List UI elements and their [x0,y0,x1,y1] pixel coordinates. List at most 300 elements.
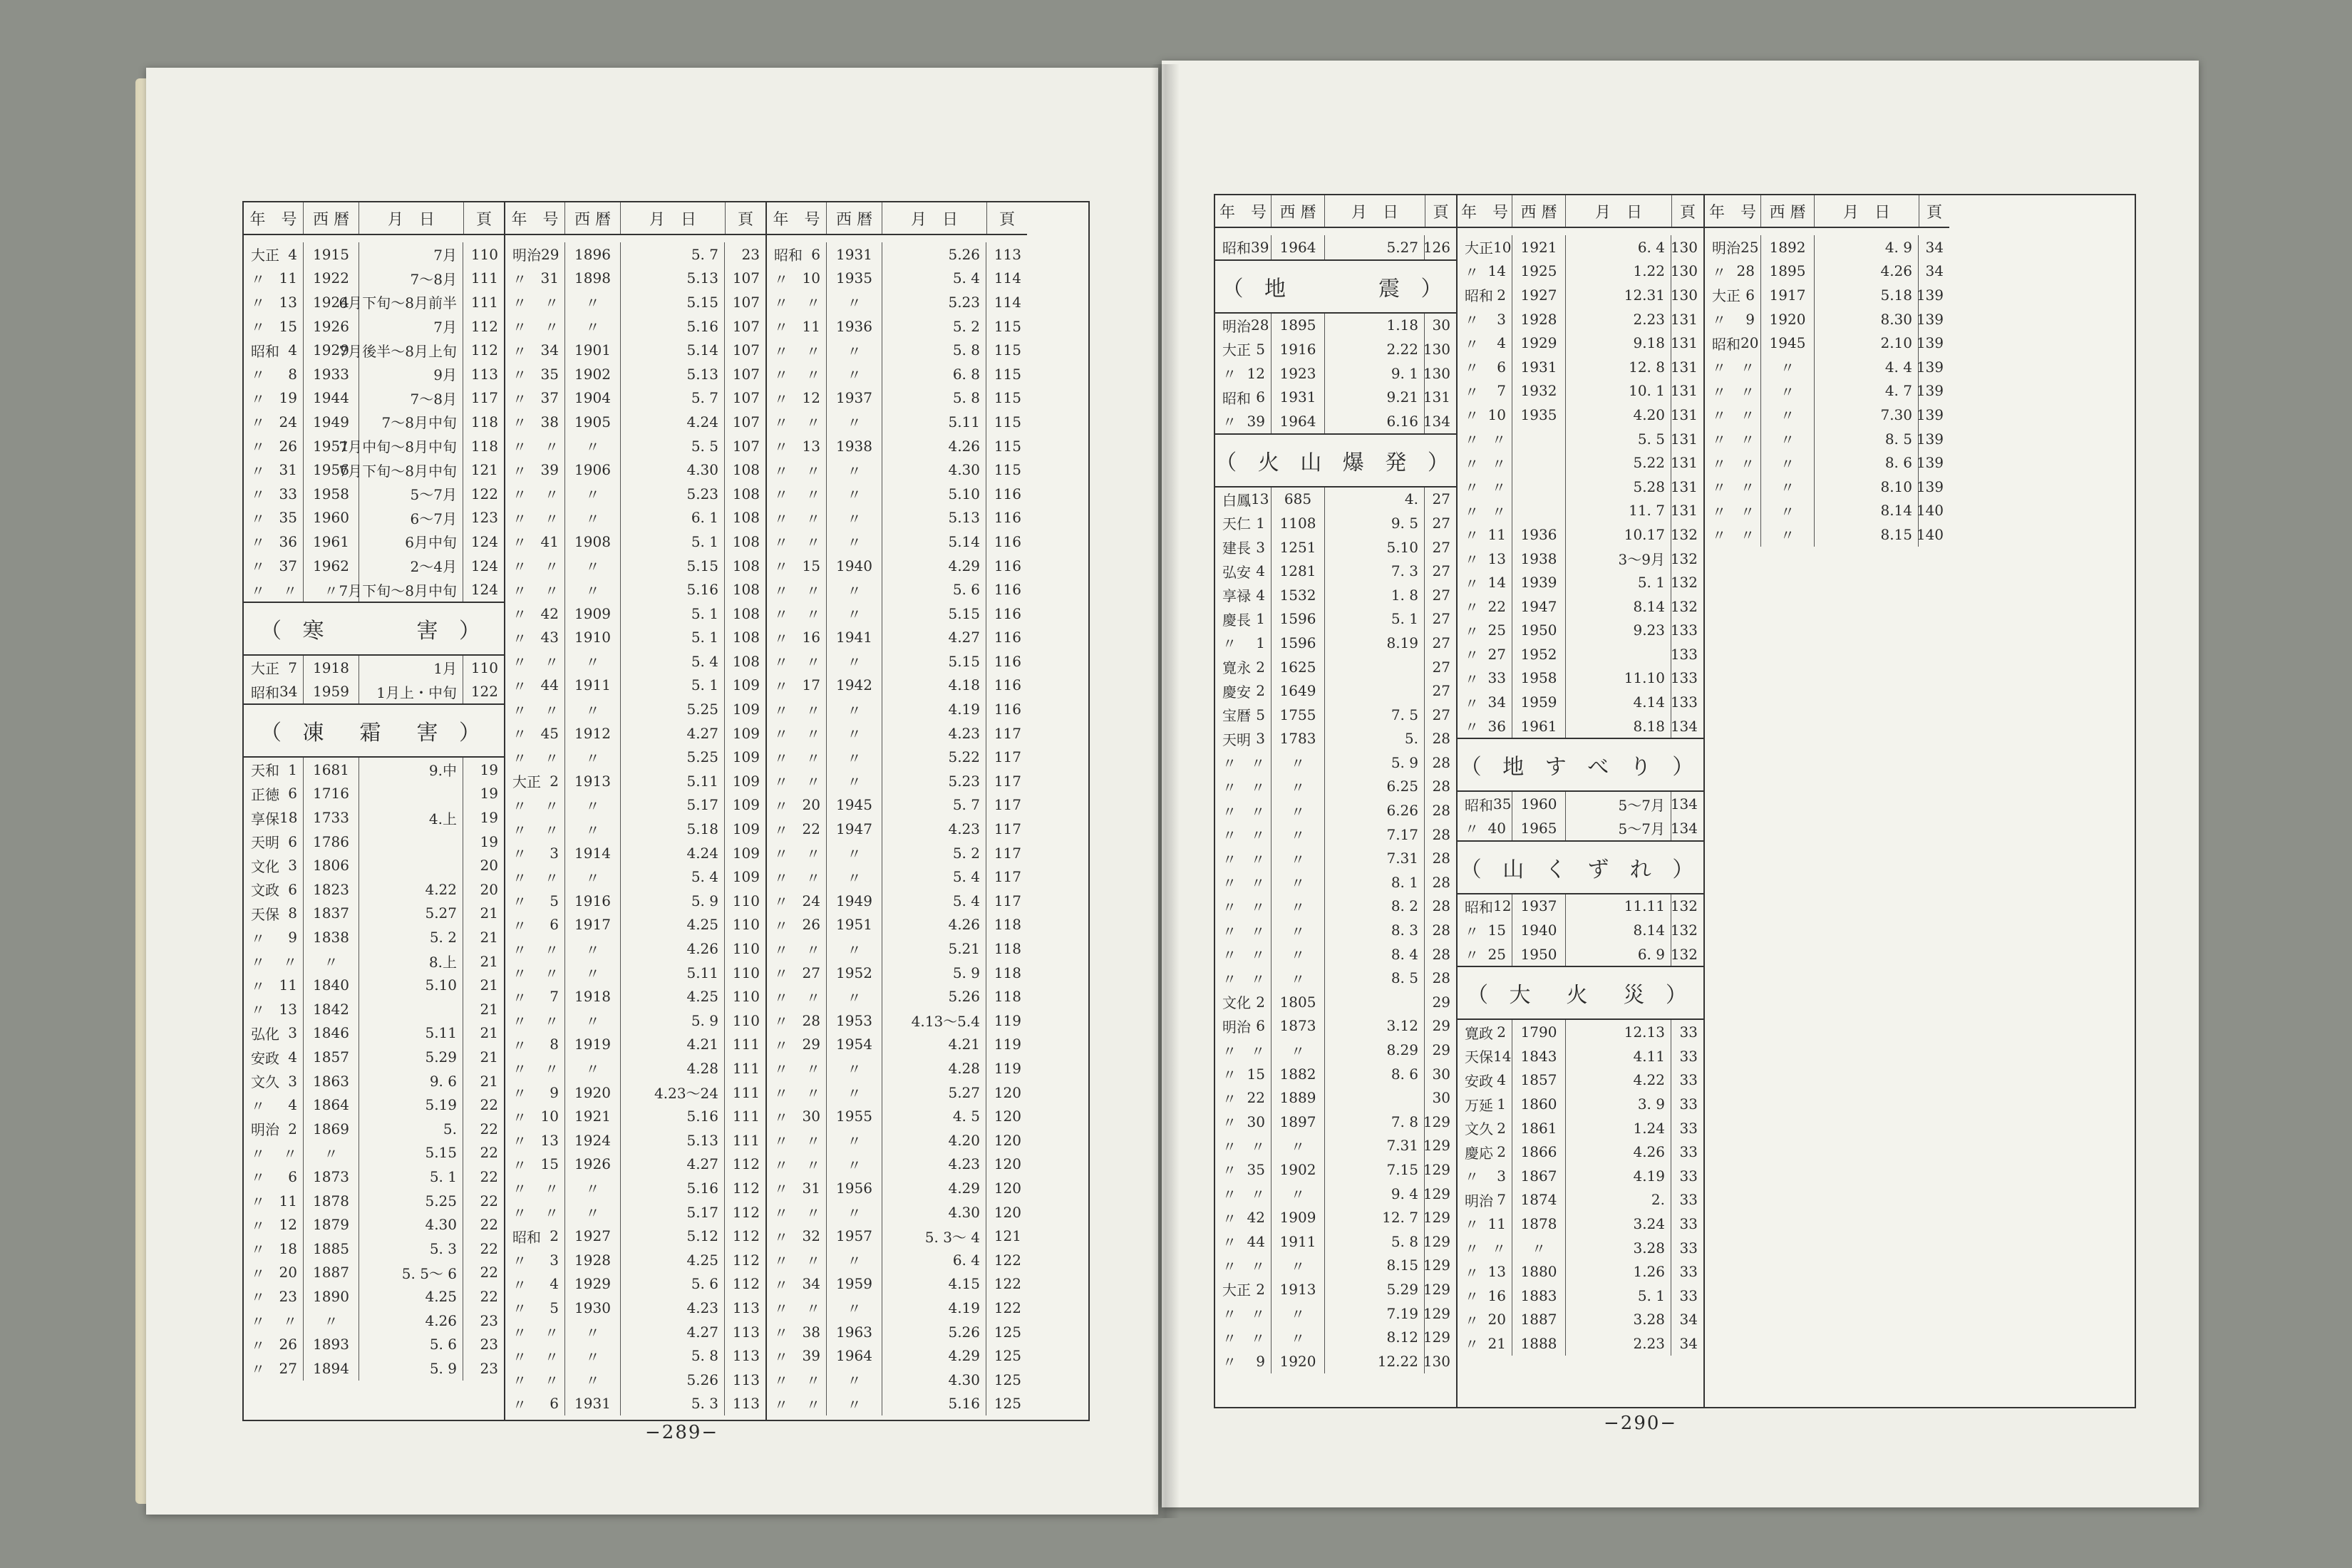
table-row [767,721,1027,746]
era-cell [505,745,564,769]
page-ref-cell: 107 [724,338,764,362]
page-number-right: −290− [1604,1413,1678,1434]
era-name: 明治 [1222,317,1251,335]
era-cell [767,841,826,865]
western-year-cell: 1945 [1760,331,1814,355]
era-name: 〃 [251,1001,265,1019]
date-cell: 9. 5 [1324,511,1424,535]
era-cell [767,554,826,578]
era-year: 〃 [806,1205,820,1222]
western-year-cell: 1917 [1760,283,1814,307]
era-cell [1458,1140,1512,1164]
era-cell [767,1343,826,1368]
era-year: 27 [1487,645,1506,663]
era-year: 〃 [545,486,559,504]
era-year: 〃 [1251,1257,1265,1275]
date-cell: 4.21 [620,1033,724,1057]
era-cell [505,889,564,913]
date-cell: 4.23 [620,1296,724,1320]
western-year-cell: 〃 [564,290,620,314]
western-year-cell: 〃 [826,1080,882,1105]
date-cell: 7月下旬〜8月中旬 [359,577,463,602]
date-cell: 5.11 [882,410,986,434]
table-column [1456,195,1703,1407]
era-cell [244,877,303,902]
western-year-cell: 1938 [826,434,882,458]
era-cell [767,1104,826,1128]
western-year-cell: 〃 [564,1320,620,1344]
era-name: 〃 [774,869,788,887]
page-ref-cell: 21 [463,997,502,1021]
date-cell: 4.30 [620,458,724,482]
western-year-cell: 1755 [1271,703,1324,727]
era-name: 〃 [251,1169,265,1187]
date-cell: 4.28 [620,1056,724,1080]
date-cell: 4.13〜5.4 [882,1009,986,1033]
era-cell [244,482,303,506]
era-year: 〃 [806,869,820,887]
page-ref-cell: 23 [463,1332,502,1356]
era-name: 〃 [1465,1311,1479,1329]
table-row [244,314,504,339]
era-name: 〃 [251,438,265,456]
table-row [505,1392,765,1416]
date-cell: 4.28 [882,1056,986,1080]
date-cell: 4.11 [1565,1044,1671,1068]
era-year: 13 [1251,490,1269,508]
table-row [1215,990,1456,1014]
western-year-cell: 〃 [564,937,620,961]
page-ref-cell: 21 [463,1021,502,1046]
era-name: 〃 [1465,407,1479,425]
era-name: 〃 [1222,1042,1237,1060]
section-title: （ 寒 害 ） [244,602,504,656]
era-year: 8 [288,365,297,383]
era-year: 4 [288,245,297,263]
era-cell [505,314,564,339]
date-cell: 12.13 [1565,1020,1671,1044]
date-cell: 8.上 [359,949,463,974]
date-cell [359,782,463,806]
era-cell [244,577,303,602]
page-ref-cell: 129 [1424,1277,1455,1301]
date-cell: 9. 6 [359,1069,463,1093]
date-cell: 5. 7 [620,386,724,411]
date-cell: 7月中旬〜8月中旬 [359,434,463,458]
western-year-cell: 1838 [303,925,359,949]
table-row [505,1128,765,1152]
page-ref-cell: 132 [1671,942,1702,966]
era-cell [1458,816,1512,840]
era-year: 〃 [806,534,820,552]
era-name: 〃 [774,797,788,815]
page-ref-cell: 133 [1671,690,1702,714]
table-row [1215,535,1456,559]
table-row [1215,870,1456,894]
table-row [767,577,1027,602]
era-cell [244,290,303,314]
era-cell [505,649,564,674]
date-cell: 5. 9 [1324,751,1424,775]
page-ref-cell: 117 [986,817,1026,841]
western-year-cell: 1918 [303,656,359,680]
era-cell [1215,1062,1271,1086]
era-cell [244,1309,303,1333]
western-year-cell: 1880 [1512,1259,1565,1284]
era-year: 〃 [1740,383,1755,401]
page-ref-cell: 114 [986,290,1026,314]
date-cell [1324,990,1424,1014]
date-cell: 5〜7月 [359,482,463,506]
era-cell [1458,1116,1512,1140]
era-name: 〃 [774,893,788,911]
date-cell: 4.26 [620,937,724,961]
era-cell [767,697,826,721]
western-year-cell: 1874 [1512,1188,1565,1212]
table-row [1458,1044,1703,1068]
page-ref-cell: 131 [1671,403,1702,427]
page-ref-cell: 115 [986,434,1026,458]
era-year: 31 [279,461,297,479]
table-row [767,434,1027,458]
table-header [1215,195,1456,228]
era-cell [1215,1349,1271,1373]
era-name: 安政 [1465,1072,1493,1090]
era-cell [505,1320,564,1344]
era-cell [505,1176,564,1200]
table-row [505,482,765,506]
page-ref-cell: 131 [1671,499,1702,523]
western-year-cell: 1681 [303,758,359,782]
page-ref-cell: 113 [724,1343,764,1368]
era-cell [1705,403,1760,427]
header-page: 頁 [463,202,504,234]
date-cell: 11. 7 [1565,499,1671,523]
page-ref-cell: 140 [1918,499,1948,523]
page-ref-cell: 139 [1918,475,1948,499]
era-cell [767,506,826,530]
date-cell: 6. 8 [882,362,986,386]
era-year: 37 [540,389,559,407]
page-ref-cell: 21 [463,1045,502,1069]
page-ref-cell: 33 [1671,1188,1702,1212]
era-year: 〃 [545,1061,559,1078]
page-ref-cell: 120 [986,1128,1026,1152]
era-name: 昭和 [774,247,803,264]
page-ref-cell: 133 [1671,666,1702,691]
era-year: 〃 [283,1313,297,1331]
page-ref-cell: 21 [463,902,502,926]
header-date: 月 日 [1814,195,1919,227]
table-row [1458,1116,1703,1140]
western-year-cell: 1840 [303,973,359,997]
era-cell [1458,450,1512,475]
table-row [1215,1038,1456,1062]
table-row [767,1176,1027,1200]
era-name: 〃 [1465,694,1479,712]
era-cell [505,961,564,985]
western-year-cell: 〃 [1760,499,1814,523]
era-name: 白鳳 [1222,491,1251,509]
era-name: 〃 [1465,1240,1479,1258]
table-row [1458,690,1703,714]
table-row [1215,559,1456,583]
page-ref-cell: 134 [1671,714,1702,738]
page-ref-cell: 28 [1424,798,1455,822]
table-row [1458,1331,1703,1356]
era-cell [244,680,303,704]
era-year: 6 [1256,388,1265,406]
western-year-cell: 1790 [1512,1020,1565,1044]
era-year: 〃 [545,582,559,599]
page-ref-cell: 116 [986,577,1026,602]
table-row [244,1212,504,1237]
era-name: 〃 [512,294,527,312]
date-cell: 5. 1 [620,530,724,554]
era-cell [767,793,826,817]
date-cell: 4.25 [620,984,724,1009]
era-name: 〃 [774,366,788,384]
header-era: 年 号 [1460,203,1508,222]
western-year-cell: 1883 [1512,1284,1565,1308]
era-name: 〃 [1465,622,1479,640]
era-cell [1705,450,1760,475]
era-year: 11 [279,1192,297,1209]
western-year-cell: 1281 [1271,559,1324,583]
page-ref-cell: 23 [463,1356,502,1381]
era-year: 12 [279,1216,297,1234]
era-cell [505,1056,564,1080]
era-cell [767,1176,826,1200]
page-ref-cell: 122 [986,1248,1026,1272]
page-ref-cell: 20 [463,877,502,902]
header-date: 月 日 [882,202,986,234]
date-cell: 6. 1 [620,506,724,530]
era-year: 〃 [545,1013,559,1031]
western-year-cell: 〃 [826,1200,882,1224]
date-cell: 5. 8 [882,338,986,362]
table-row [244,410,504,434]
era-name: 〃 [774,749,788,767]
era-cell [1215,583,1271,607]
western-year-cell: 1962 [303,554,359,578]
era-cell [244,758,303,782]
era-cell [1705,499,1760,523]
date-cell: 3.24 [1565,1212,1671,1236]
date-cell: 5.18 [620,817,724,841]
era-cell [244,410,303,434]
era-year: 35 [1247,1160,1265,1178]
era-cell [767,1152,826,1177]
table-row [1458,792,1703,816]
western-year-cell: 1952 [1512,642,1565,666]
western-year-cell: 1649 [1271,679,1324,703]
page-ref-cell: 19 [463,830,502,854]
era-year: 41 [540,532,559,550]
western-year-cell: 〃 [303,1141,359,1165]
western-year-cell: 1918 [564,984,620,1009]
era-year: 17 [802,676,820,694]
page-ref-cell: 110 [724,937,764,961]
era-name: 〃 [1712,407,1726,425]
page-ref-cell: 114 [986,267,1026,291]
page-ref-cell: 23 [724,242,764,267]
western-year-cell: 1925 [1512,259,1565,284]
western-year-cell: 1926 [564,1152,620,1177]
table-row [505,913,765,937]
era-name: 〃 [774,462,788,480]
page-ref-cell: 116 [986,697,1026,721]
table-row [244,1141,504,1165]
page-ref-cell: 129 [1424,1229,1455,1254]
era-name: 安政 [251,1049,279,1067]
western-year-cell: 1964 [1271,235,1324,259]
era-name: 万延 [1465,1096,1493,1114]
table-row [767,1200,1027,1224]
era-name: 〃 [512,270,527,288]
western-year-cell: 〃 [1271,870,1324,894]
era-name: 〃 [1222,1138,1237,1155]
table-column [504,202,765,1420]
western-year-cell: 1924 [303,290,359,314]
page-ref-cell: 120 [986,1104,1026,1128]
era-cell [1215,1157,1271,1182]
era-name: 〃 [512,1276,527,1294]
page-ref-cell: 28 [1424,894,1455,919]
left-page-table [242,201,1090,1421]
table-row [505,314,765,339]
date-cell: 5.26 [620,1368,724,1392]
era-name: 〃 [774,534,788,552]
table-row [244,1284,504,1309]
era-cell [1705,355,1760,379]
era-name: 〃 [774,319,788,336]
date-cell: 5. 3〜 4 [882,1224,986,1248]
date-cell: 4. 9 [1814,235,1918,259]
era-cell [244,434,303,458]
date-cell: 4.25 [620,913,724,937]
era-name: 〃 [1222,1186,1237,1204]
western-year-cell: 1920 [1760,307,1814,331]
table-row [1215,1205,1456,1229]
era-year: 39 [540,461,559,479]
western-year-cell: 1941 [826,626,882,650]
page-ref-cell: 112 [724,1224,764,1248]
page-ref-cell: 113 [986,242,1026,267]
era-year: 2 [1497,1143,1506,1161]
era-year: 3 [1497,1167,1506,1185]
era-cell [767,1224,826,1248]
era-name: 〃 [1712,359,1726,377]
era-year: 8 [288,904,297,922]
era-cell [1458,642,1512,666]
era-name: 〃 [512,534,527,552]
page-ref-cell: 129 [1424,1205,1455,1229]
table-row [1458,427,1703,451]
era-cell [1215,1110,1271,1134]
era-name: 〃 [774,941,788,959]
era-name: 〃 [774,486,788,504]
page-ref-cell: 112 [724,1248,764,1272]
western-year-cell: 〃 [826,1128,882,1152]
era-name: 昭和 [1465,287,1493,305]
page-ref-cell: 27 [1424,535,1455,559]
date-cell: 11.10 [1565,666,1671,691]
date-cell: 12.31 [1565,283,1671,307]
date-cell: 5.22 [1565,450,1671,475]
western-year-cell: 1733 [303,805,359,830]
era-name: 天和 [251,762,279,780]
date-cell: 5.27 [1324,235,1424,259]
date-cell: 5〜7月 [1565,792,1671,816]
table-row [1215,361,1456,386]
date-cell: 5. 2 [882,314,986,339]
date-cell: 5.14 [620,338,724,362]
date-cell: 9. 1 [1324,361,1424,386]
date-cell: 4.18 [882,674,986,698]
western-year-cell: 1108 [1271,511,1324,535]
era-cell [505,769,564,793]
date-cell: 7.31 [1324,1134,1424,1158]
date-cell: 8. 6 [1814,450,1918,475]
western-year-cell: 1906 [564,458,620,482]
era-name: 〃 [774,1276,788,1294]
page-ref-cell: 129 [1424,1134,1455,1158]
table-row [767,1272,1027,1296]
western-year-cell: 1921 [564,1104,620,1128]
era-year: 12 [1493,897,1512,915]
western-year-cell: 1936 [1512,522,1565,547]
western-year-cell: 1873 [1271,1014,1324,1038]
era-name: 大正 [1465,239,1493,257]
era-year: 〃 [1251,778,1265,796]
date-cell: 5.12 [620,1224,724,1248]
era-year: 25 [1487,621,1506,639]
western-year-cell: 1929 [303,338,359,362]
era-year: 〃 [545,438,559,456]
era-cell [1215,727,1271,751]
page-ref-cell: 112 [463,314,502,339]
era-cell [505,1009,564,1033]
page-ref-cell: 34 [1918,259,1948,284]
table-row [244,1069,504,1093]
era-cell [1458,1308,1512,1332]
era-name: 〃 [1465,922,1479,940]
era-name: 昭和 [512,1228,541,1246]
era-name: 〃 [1465,455,1479,473]
table-row [505,626,765,650]
era-name: 〃 [1712,383,1726,401]
page-ref-cell: 112 [724,1176,764,1200]
era-year: 15 [279,317,297,335]
header-date: 月 日 [1324,195,1425,227]
page-ref-cell: 22 [463,1165,502,1189]
era-cell [767,937,826,961]
western-year-cell: 1846 [303,1021,359,1046]
era-cell [505,458,564,482]
date-cell: 5. 2 [882,841,986,865]
page-ref-cell: 119 [986,1033,1026,1057]
page-ref-cell: 120 [986,1200,1026,1224]
table-row [767,410,1027,434]
date-cell: 5.15 [620,554,724,578]
page-ref-cell: 22 [463,1141,502,1165]
date-cell: 6〜7月 [359,506,463,530]
date-cell: 8.29 [1324,1038,1424,1062]
era-year: 6 [288,785,297,803]
page-ref-cell: 131 [1424,385,1455,409]
date-cell: 7〜8月中旬 [359,410,463,434]
